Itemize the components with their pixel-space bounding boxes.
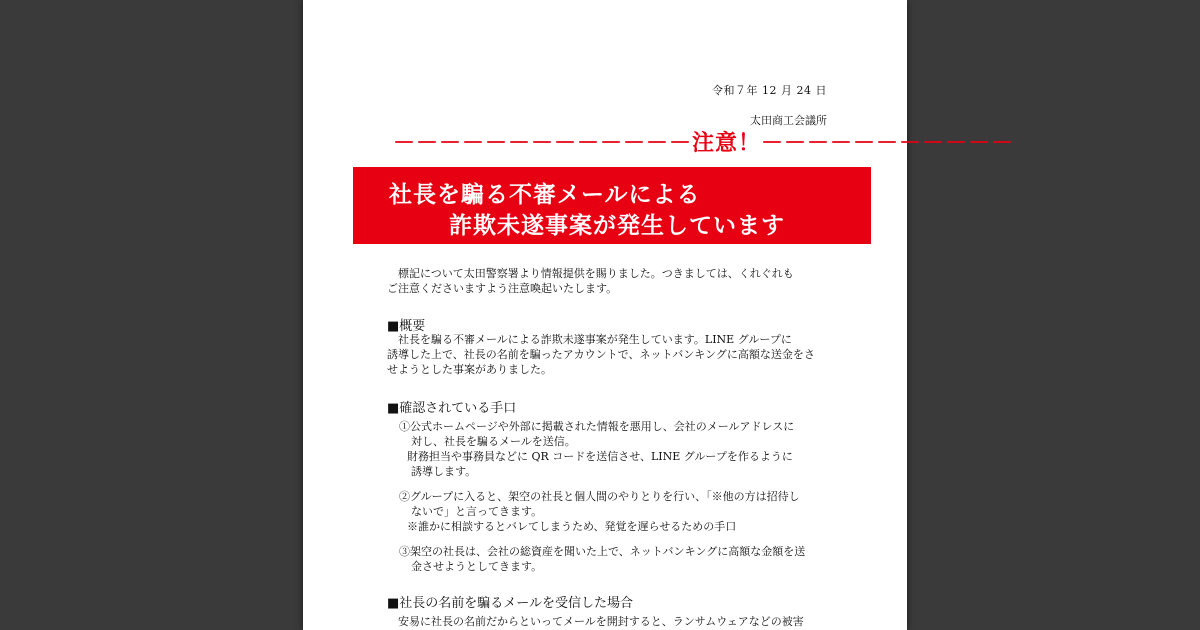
- method-2-line-3: ※誰かに相談するとバレてしまうため、発覚を遅らせるための手口: [407, 520, 737, 533]
- response-paragraph: [387, 614, 827, 629]
- banner-line-2: 詐欺未遂事案が発生しています: [449, 213, 785, 239]
- method-2-line-2: ないで」と言ってきます。: [411, 505, 543, 518]
- overview-line-2: 誘導した上で、社長の名前を騙ったアカウントで、ネットバンキングに高額な送金をさ: [387, 348, 815, 361]
- intro-line-1: 標記について太田警察署より情報提供を賜りました。つきましては、くれぐれも: [387, 267, 794, 280]
- document-page: [303, 0, 1015, 630]
- method-1-line-1: ①公式ホームページや外部に掲載された情報を悪用し、会社のメールアドレスに: [399, 420, 795, 433]
- issuing-organization: 太田商工会議所: [750, 114, 827, 127]
- document-date: 令和７年 12 月 24 日: [712, 84, 827, 97]
- method-item-3: [399, 544, 819, 574]
- overview-line-3: せようとした事案がありました。: [387, 363, 552, 376]
- method-1-line-2: 対し、社長を騙るメールを送信。: [411, 435, 576, 448]
- intro-paragraph: [387, 266, 827, 296]
- method-2-line-1: ②グループに入ると、架空の社長と個人間のやりとりを行い、「※他の方は招待し: [399, 490, 800, 503]
- intro-line-2: ご注意くださいますよう注意喚起いたします。: [387, 282, 618, 295]
- overview-line-1: 社長を騙る不審メールによる詐欺未遂事案が発生しています。LINE グループに: [387, 333, 792, 346]
- method-1-line-4: 誘導します。: [411, 465, 477, 478]
- method-3-line-1: ③架空の社長は、会社の総資産を聞いた上で、ネットバンキングに高額な金額を送: [399, 545, 806, 558]
- banner-line-1: 社長を騙る不審メールによる: [389, 182, 701, 208]
- overview-paragraph: [387, 332, 827, 377]
- method-3-line-2: 金させようとしてきます。: [411, 560, 543, 573]
- section-heading-overview: ■概要: [387, 319, 426, 334]
- method-1-line-3: 財務担当や事務員などに QR コードを送信させ、LINE グループを作るように: [407, 450, 793, 463]
- warning-banner: [353, 167, 871, 244]
- response-line-1: 安易に社長の名前だからといってメールを開封すると、ランサムウェアなどの被害: [387, 615, 804, 628]
- method-item-1: [399, 419, 819, 479]
- caution-heading: －－－－－－－－－－－－－注意！－－－－－－－－－－－: [393, 131, 1015, 156]
- method-item-2: [399, 489, 819, 534]
- section-heading-methods: ■確認されている手口: [387, 401, 517, 416]
- section-heading-response: ■社長の名前を騙るメールを受信した場合: [387, 596, 634, 611]
